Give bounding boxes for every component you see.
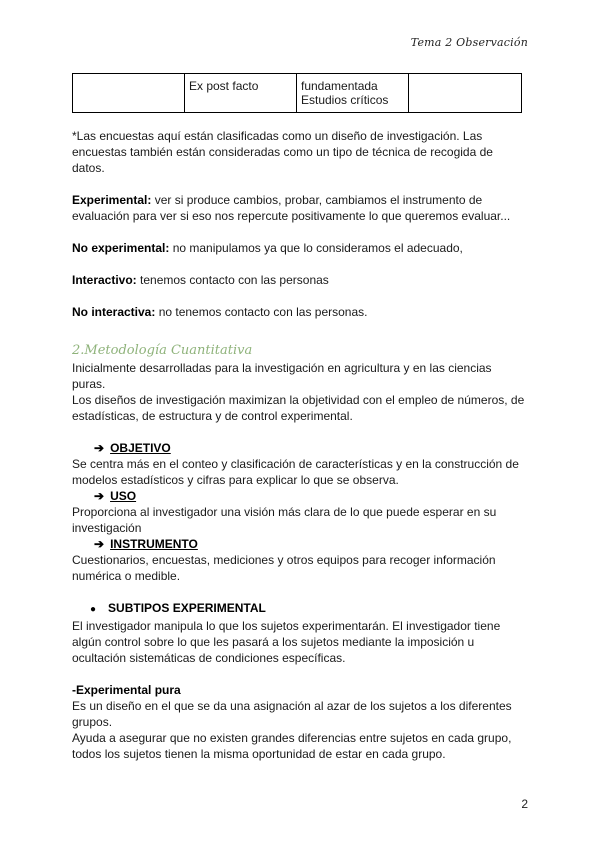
bullet-icon: ● [90,604,97,615]
term-label: No interactiva: [72,305,156,319]
term-text: ver si produce cambios, probar, cambiamos el instrumento de evaluación para ver si eso nos repercute positivamente lo que queremos evaluar... [72,193,511,223]
experimental-pura-text: Ayuda a asegurar que no existen grandes diferencias entre sujetos en cada grupo, todos los sujetos tienen la misma oportunidad de estar en cada grupo. [72,731,512,761]
no-interactiva-definition [72,304,528,320]
experimental-definition [72,192,528,224]
intro-paragraph: Los diseños de investigación maximizan la objetividad con el empleo de números, de estadísticas, de estructura y de control experimental. [72,393,525,423]
table-cell [73,74,185,113]
page-header: Tema 2 Observación [410,36,528,49]
term-text: tenemos contacto con las personas [136,273,329,287]
experimental-pura-text: Es un diseño en el que se da una asignación al azar de los sujetos a los diferentes grupos. [72,699,512,729]
note-paragraph: *Las encuestas aquí están clasificadas como un diseño de investigación. Las encuestas también están consideradas como un tipo de técnica de recogida de datos. [72,129,493,175]
subtipos-text: El investigador manipula lo que los sujetos experimentarán. El investigador tiene algún control sobre lo que les pasará a los sujetos mediante la imposición u ocultación sistemáticas de condiciones específicas. [72,619,501,665]
term-text: no tenemos contacto con las personas. [155,305,368,319]
experimental-pura-heading: -Experimental pura [72,683,181,697]
no-experimental-definition [72,240,528,256]
arrow-right-icon: ➔ [94,441,105,455]
section-heading: 2.Metodología Cuantitativa [72,343,253,358]
arrow-right-icon: ➔ [94,537,105,551]
table-cell [409,74,522,113]
subtipos-heading: ● SUBTIPOS EXPERIMENTAL [72,600,528,618]
term-label: Interactivo: [72,273,137,287]
objetivo-text: Se centra más en el conteo y clasificación de características y en la construcción de modelos estadísticos y cifras para explicar lo que se observa. [72,457,519,487]
instrumento-heading: ➔ INSTRUMENTO [94,537,198,551]
main-content [72,128,528,762]
arrow-right-icon: ➔ [94,489,105,503]
table-row [73,74,522,113]
classification-table [72,73,522,113]
uso-text: Proporciona al investigador una visión más clara de lo que puede esperar en su investigación [72,505,497,535]
objetivo-heading: ➔ OBJETIVO [94,441,171,455]
intro-paragraph: Inicialmente desarrolladas para la investigación en agricultura y en las ciencias puras. [72,361,492,391]
uso-heading: ➔ USO [94,489,137,503]
table-cell: fundamentada Estudios críticos [297,74,409,113]
table-cell: Ex post facto [185,74,297,113]
term-text: no manipulamos ya que lo consideramos el adecuado, [169,241,463,255]
page-number: 2 [521,797,528,811]
instrumento-text: Cuestionarios, encuestas, mediciones y otros equipos para recoger información numérica o medible. [72,553,496,583]
term-label: Experimental: [72,193,152,207]
interactivo-definition [72,272,528,288]
term-label: No experimental: [72,241,170,255]
